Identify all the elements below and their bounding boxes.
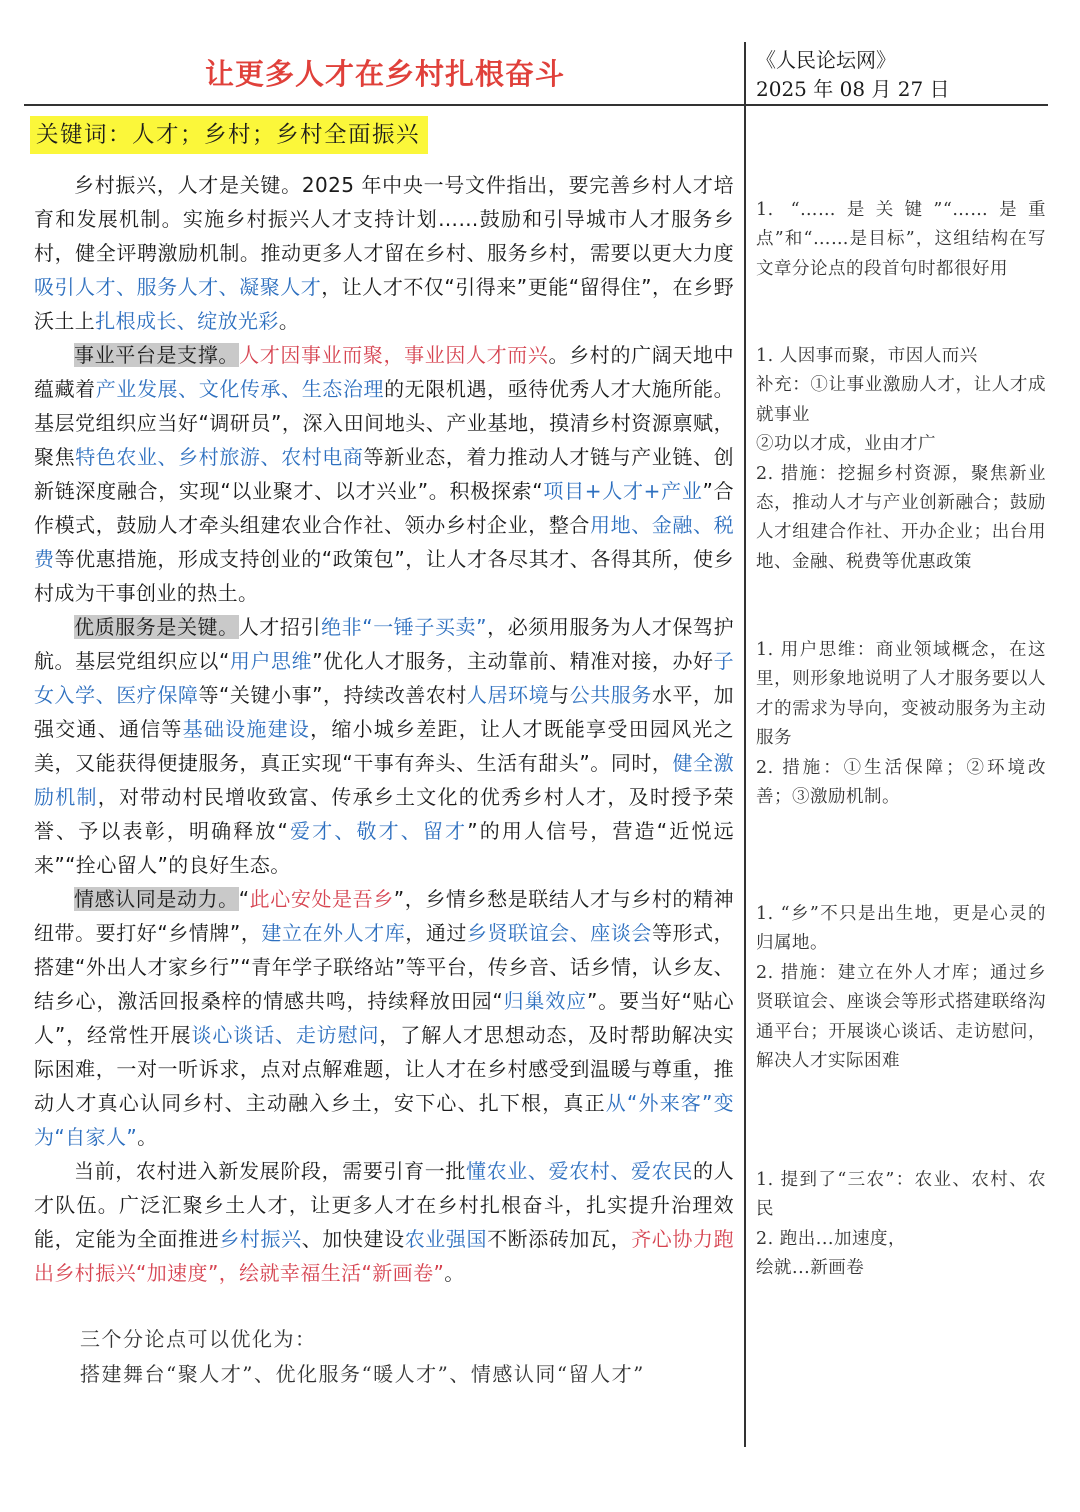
article-body	[34, 168, 734, 1290]
paragraph-emotion: 情感认同是动力。“此心安处是吾乡”，乡情乡愁是联结人才与乡村的精神纽带。要打好“乡情牌”，建立在外人才库，通过乡贤联谊会、座谈会等形式，搭建“外出人才家乡行”“青年学子联络站”等平台，传乡音、话乡情，认乡友、结乡心，激活回报桑梓的情感共鸣，持续释放田园“归巢效应”。要当好“贴心人”，经常性开展谈心谈话、走访慰问，了解人才思想动态，及时帮助解决实际困难，一对一听诉求，点对点解难题，让人才在乡村感受到温暖与尊重，推动人才真心认同乡村、主动融入乡土，安下心、扎下根，真正从“外来客”变为“自家人”。	[34, 887, 734, 1149]
side-note-2: 1. 人因事而聚，市因人而兴 补充：①让事业激励人才，让人才成就事业 ②功以才成，业由才广 2. 措施：挖掘乡村资源，聚焦新业态，推动人才与产业创新融合；鼓励人才组建合作社、开办企业；出台用地、金融、税费等优惠政策	[756, 346, 1046, 572]
source-info	[756, 46, 1056, 104]
source-name: 《人民论坛网》	[756, 48, 896, 72]
paragraph-conclusion: 当前，农村进入新发展阶段，需要引育一批懂农业、爱农村、爱农民的人才队伍。广泛汇聚乡土人才，让更多人才在乡村扎根奋斗，扎实提升治理效能，定能为全面推进乡村振兴、加快建设农业强国不断添砖加瓦，齐心协力跑出乡村振兴“加速度”，绘就幸福生活“新画卷”。	[34, 1159, 734, 1285]
source-date: 2025 年 08 月 27 日	[756, 77, 950, 101]
side-note-3: 1. 用户思维：商业领域概念，在这里，则形象地说明了人才服务要以人才的需求为导向，变被动服务为主动服务 2. 措施：①生活保障；②环境改善；③激励机制。	[756, 640, 1046, 808]
subheading-service: 优质服务是关键。	[74, 615, 239, 639]
paragraph-service: 优质服务是关键。人才招引绝非“一锤子买卖”，必须用服务为人才保驾护航。基层党组织应以“用户思维”优化人才服务，主动靠前、精准对接，办好子女入学、医疗保障等“关键小事”，持续改善农村人居环境与公共服务水平，加强交通、通信等基础设施建设，缩小城乡差距，让人才既能享受田园风光之美，又能获得便捷服务，真正实现“干事有奔头、生活有甜头”。同时，健全激励机制，对带动村民增收致富、传承乡土文化的优秀乡村人才，及时授予荣誉、予以表彰，明确释放“爱才、敬才、留才”的用人信号，营造“近悦远来”“拴心留人”的良好生态。	[34, 615, 735, 877]
column-divider	[744, 42, 746, 1447]
subheading-platform: 事业平台是支撑。	[74, 343, 240, 367]
side-note-5: 1. 提到了“三农”：农业、农村、农民 2. 跑出...加速度， 绘就...新画卷	[756, 1170, 1046, 1279]
summary-block	[80, 1322, 740, 1392]
paragraph-platform: 事业平台是支撑。人才因事业而聚，事业因人才而兴。乡村的广阔天地中蕴藏着产业发展、文化传承、生态治理的无限机遇，亟待优秀人才大施所能。基层党组织应当好“调研员”，深入田间地头、产业基地，摸清乡村资源禀赋，聚焦特色农业、乡村旅游、农村电商等新业态，着力推动人才链与产业链、创新链深度融合，实现“以业聚才、以才兴业”。积极探索“项目+人才+产业”合作模式，鼓励人才牵头组建农业合作社、领办乡村企业，整合用地、金融、税费等优惠措施，形成支持创业的“政策包”，让人才各尽其才、各得其所，使乡村成为干事创业的热土。	[34, 343, 735, 605]
summary-intro: 三个分论点可以优化为：	[80, 1327, 317, 1351]
header-divider	[24, 104, 1048, 106]
summary-points: 搭建舞台“聚人才”、优化服务“暖人才”、情感认同“留人才”	[80, 1362, 645, 1386]
side-note-4: 1. “乡”不只是出生地，更是心灵的归属地。 2. 措施：建立在外人才库；通过乡贤联谊会、座谈会等形式搭建联络沟通平台；开展谈心谈话、走访慰问，解决人才实际困难	[756, 904, 1046, 1072]
keywords-banner: 关键词：人才；乡村；乡村全面振兴	[30, 116, 428, 154]
article-title: 让更多人才在乡村扎根奋斗	[204, 57, 565, 91]
side-note-1: 1. “……是关键”“……是重点”和“……是目标”，这组结构在写文章分论点的段首句时都很好用	[756, 200, 1046, 279]
paragraph-intro: 乡村振兴，人才是关键。2025 年中央一号文件指出，要完善乡村人才培育和发展机制。实施乡村振兴人才支持计划……鼓励和引导城市人才服务乡村，健全评聘激励机制。推动更多人才留在乡村、服务乡村，需要以更大力度吸引人才、服务人才、凝聚人才，让人才不仅“引得来”更能“留得住”，在乡野沃土上扎根成长、绽放光彩。	[34, 173, 734, 333]
subheading-emotion: 情感认同是动力。	[74, 887, 239, 911]
